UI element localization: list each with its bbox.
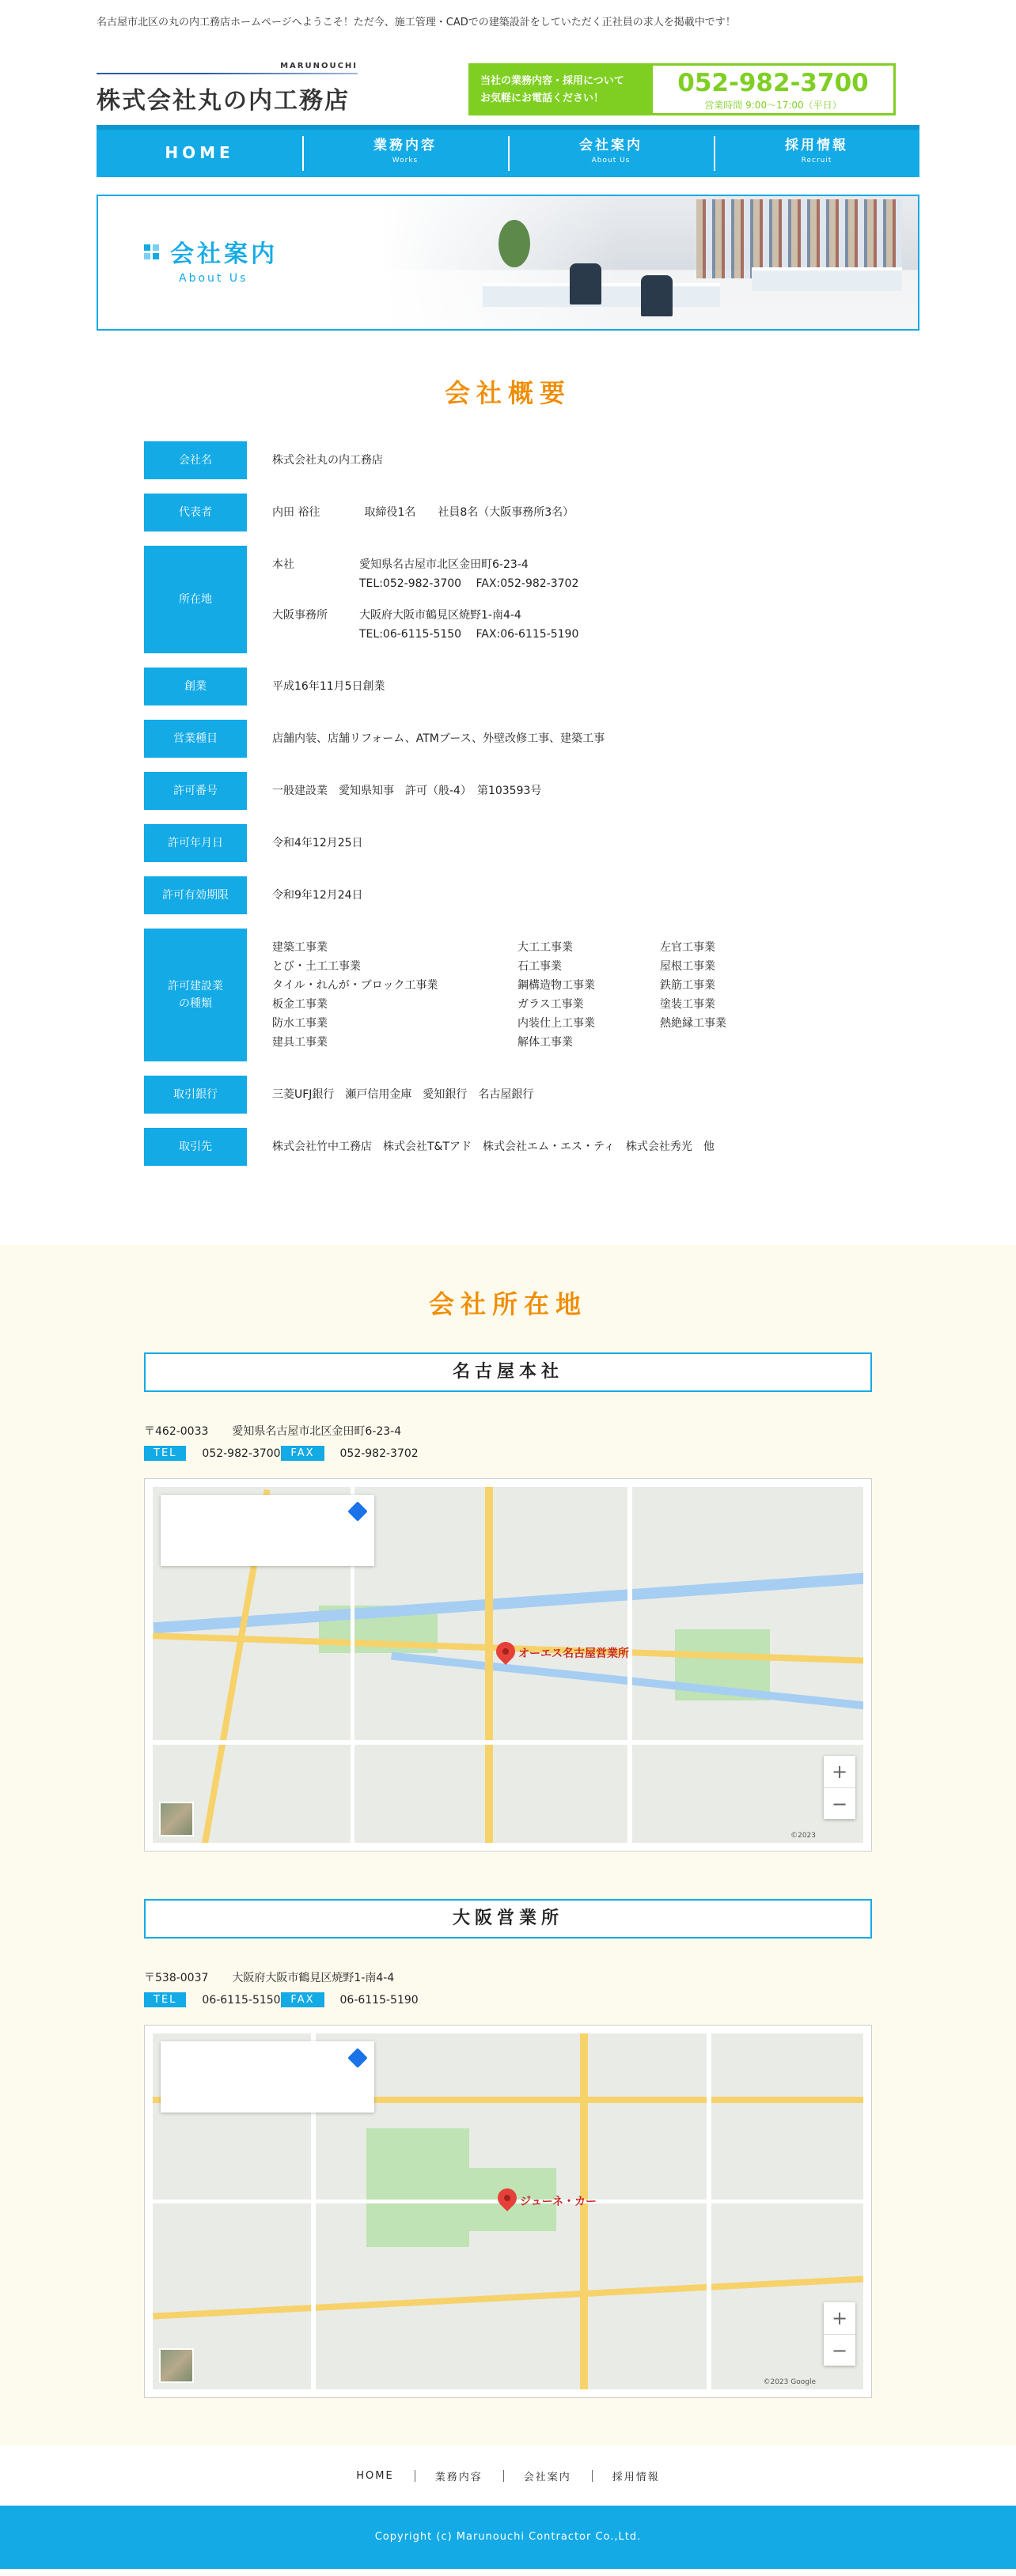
map-park xyxy=(366,2128,469,2247)
business-hours: 営業時間 9:00〜17:00（平日） xyxy=(704,100,842,111)
fax-badge: FAX xyxy=(281,1992,324,2007)
license-type: ガラス工事業 xyxy=(517,998,584,1011)
fax-number: 06-6115-5190 xyxy=(339,1993,419,2007)
location-contact xyxy=(144,1992,872,2007)
plant xyxy=(499,220,530,267)
map-road xyxy=(580,2033,588,2389)
table-row xyxy=(144,546,872,653)
footer-link-about[interactable]: 会社案内 xyxy=(503,2468,592,2483)
map-road xyxy=(153,1740,863,1745)
row-value xyxy=(247,929,872,1061)
zoom-out-button[interactable]: − xyxy=(824,2334,855,2366)
page-title-text: 会社案内 xyxy=(170,240,278,268)
map-river xyxy=(154,1573,863,1634)
header-tel[interactable]: 052-982-3700 xyxy=(677,69,869,97)
google-map[interactable] xyxy=(144,2025,872,2398)
hq-address: 愛知県名古屋市北区金田町6-23-4 xyxy=(359,558,529,571)
row-label: 許可番号 xyxy=(144,772,247,810)
nav-recruit-sub: Recruit xyxy=(801,157,832,165)
company-locations xyxy=(0,1245,1016,2445)
row-value: 店舗内装、店舗リフォーム、ATMブース、外壁改修工事、建築工事 xyxy=(272,732,605,745)
title-squares-icon xyxy=(144,244,159,259)
row-value: 一般建設業 愛知県知事 許可（般-4） 第103593号 xyxy=(272,785,542,797)
table-row xyxy=(144,668,872,705)
overview-title: 会社概要 xyxy=(444,378,571,408)
tel-badge: TEL xyxy=(144,1992,186,2007)
row-value: 三菱UFJ銀行 瀬戸信用金庫 愛知銀行 名古屋銀行 xyxy=(272,1088,534,1101)
osaka-label: 大阪事務所 xyxy=(272,609,328,622)
nav-about-sub: About Us xyxy=(591,157,631,165)
desk xyxy=(483,283,720,307)
map-pin-label: オーエス名古屋営業所 xyxy=(518,1647,629,1660)
license-type: 大工工事業 xyxy=(517,941,573,954)
license-type: 建築工事業 xyxy=(272,941,328,954)
company-logo[interactable] xyxy=(97,62,358,117)
license-type: 鉄筋工事業 xyxy=(660,979,715,992)
table-row xyxy=(144,441,872,479)
zoom-in-button[interactable]: + xyxy=(831,2307,848,2329)
satellite-toggle[interactable] xyxy=(159,2348,194,2383)
row-label: 代表者 xyxy=(144,494,247,531)
footer-link-home[interactable]: HOME xyxy=(356,2469,394,2482)
table-row xyxy=(144,720,872,758)
license-type: 内装仕上工事業 xyxy=(517,1017,595,1030)
logo-main: 株式会社丸の内工務店 xyxy=(97,87,350,115)
map-road xyxy=(485,1487,493,1843)
nav-works-sub: Works xyxy=(392,157,419,165)
row-label: 取引銀行 xyxy=(144,1076,247,1114)
row-value: 平成16年11月5日創業 xyxy=(272,680,385,693)
zip-code: 〒538-0037 xyxy=(144,1972,209,1984)
company-overview xyxy=(0,331,1016,1166)
office-chair xyxy=(641,275,673,316)
nav-works[interactable] xyxy=(302,130,508,177)
footer-link-recruit[interactable]: 採用情報 xyxy=(592,2468,680,2483)
location-address xyxy=(144,1422,872,1441)
zoom-in-button[interactable]: + xyxy=(831,1761,848,1783)
satellite-toggle[interactable] xyxy=(159,1802,194,1836)
logo-sub: MARUNOUCHI xyxy=(280,62,358,70)
license-type: 鋼構造物工事業 xyxy=(517,979,595,992)
license-type: 塗装工事業 xyxy=(660,998,715,1011)
license-type: 屋根工事業 xyxy=(660,960,715,973)
license-type: 熱絶縁工事業 xyxy=(660,1017,726,1030)
map-road xyxy=(153,2275,863,2319)
license-type: 建具工事業 xyxy=(272,1036,328,1049)
bookshelf xyxy=(696,199,902,278)
nav-works-label: 業務内容 xyxy=(373,138,437,153)
row-value xyxy=(247,546,872,653)
map-road xyxy=(627,1487,632,1843)
location-address xyxy=(144,1969,872,1988)
license-type: とび・土工工事業 xyxy=(272,960,361,973)
map-pin-label: ジューネ・カー xyxy=(520,2196,597,2208)
map-footer: ©2023 xyxy=(790,1832,816,1840)
osaka-address: 大阪府大阪市鶴見区焼野1-南4-4 xyxy=(359,609,521,622)
page-banner xyxy=(97,195,919,331)
tel-number[interactable]: 06-6115-5150 xyxy=(202,1993,281,2007)
row-label xyxy=(144,929,247,1061)
zoom-control xyxy=(824,1756,855,1819)
license-type: タイル・れんが・ブロック工事業 xyxy=(272,979,438,992)
table-row xyxy=(144,1076,872,1114)
map-info-card[interactable] xyxy=(161,1495,374,1566)
row-label-line: 許可建設業 xyxy=(168,980,223,993)
tel-number[interactable]: 052-982-3700 xyxy=(202,1447,281,1460)
tel-badge: TEL xyxy=(144,1446,186,1461)
address: 愛知県名古屋市北区金田町6-23-4 xyxy=(232,1425,402,1438)
google-map[interactable] xyxy=(144,1478,872,1852)
map-info-card[interactable] xyxy=(161,2041,374,2113)
top-message: 名古屋市北区の丸の内工務店ホームページへようこそ！ただ今、施工管理・CADでの建築設計をしていただく正社員の求人を掲載中です！ xyxy=(97,17,736,28)
row-label: 創業 xyxy=(144,668,247,705)
license-type xyxy=(660,1033,818,1052)
zoom-control xyxy=(824,2302,855,2366)
zoom-out-button[interactable]: − xyxy=(824,1787,855,1819)
page-title xyxy=(144,234,278,285)
license-type: 石工事業 xyxy=(517,960,562,973)
directions-icon[interactable] xyxy=(347,1501,367,1521)
address: 大阪府大阪市鶴見区焼野1-南4-4 xyxy=(232,1972,395,1984)
desk xyxy=(752,267,902,291)
footer-link-works[interactable]: 業務内容 xyxy=(415,2468,503,2483)
table-row xyxy=(144,1128,872,1166)
row-value: 令和4年12月25日 xyxy=(272,837,363,849)
map-pin-icon[interactable] xyxy=(492,1638,519,1665)
table-row xyxy=(144,876,872,914)
contact-text-2: お気軽にお電話ください！ xyxy=(480,93,605,104)
location-nagoya xyxy=(144,1352,872,1852)
row-label: 所在地 xyxy=(144,546,247,653)
row-label: 許可年月日 xyxy=(144,824,247,862)
global-nav xyxy=(97,125,919,177)
contact-message xyxy=(471,66,653,113)
map-canvas[interactable] xyxy=(153,1487,863,1843)
nav-recruit-label: 採用情報 xyxy=(785,138,848,153)
location-name: 名古屋本社 xyxy=(144,1352,872,1392)
overview-table xyxy=(144,441,872,1166)
locations-title: 会社所在地 xyxy=(428,1289,587,1319)
directions-icon[interactable] xyxy=(347,2048,367,2067)
osaka-tel: TEL:06-6115-5150 FAX:06-6115-5190 xyxy=(359,628,579,641)
row-value: 内田 裕往 取締役1名 社員8名（大阪事務所3名） xyxy=(272,506,574,519)
location-contact xyxy=(144,1446,872,1461)
row-label: 営業種目 xyxy=(144,720,247,758)
copyright: Copyright (c) Marunouchi Contractor Co.,Ltd. xyxy=(0,2506,1016,2569)
row-label: 取引先 xyxy=(144,1128,247,1166)
site-header xyxy=(97,46,919,122)
office-chair xyxy=(570,263,601,305)
row-value: 令和9年12月24日 xyxy=(272,889,363,902)
hq-tel: TEL:052-982-3700 FAX:052-982-3702 xyxy=(359,577,579,590)
license-type: 左官工事業 xyxy=(660,941,715,954)
row-value: 株式会社丸の内工務店 xyxy=(272,454,383,467)
logo-line xyxy=(97,73,358,74)
contact-box[interactable] xyxy=(468,63,896,115)
zip-code: 〒462-0033 xyxy=(144,1425,209,1438)
license-types-grid xyxy=(272,938,818,1052)
table-row xyxy=(144,824,872,862)
location-name: 大阪営業所 xyxy=(144,1899,872,1939)
fax-badge: FAX xyxy=(281,1446,324,1461)
license-type: 解体工事業 xyxy=(517,1036,573,1049)
contact-text-1: 当社の業務内容・採用について xyxy=(480,75,624,87)
nav-home-label: HOME xyxy=(165,143,234,162)
row-label-line: の種類 xyxy=(179,997,212,1010)
license-type: 防水工事業 xyxy=(272,1017,328,1030)
map-footer: ©2023 Google xyxy=(763,2378,816,2386)
table-row xyxy=(144,772,872,810)
page-subtitle: About Us xyxy=(179,272,248,285)
nav-recruit[interactable] xyxy=(714,130,919,177)
row-label: 許可有効期限 xyxy=(144,876,247,914)
location-osaka xyxy=(144,1899,872,2398)
office-photo xyxy=(380,196,918,329)
row-value: 株式会社竹中工務店 株式会社T&Tアド 株式会社エム・エス・ティ 株式会社秀光 他 xyxy=(272,1140,715,1153)
table-row xyxy=(144,494,872,531)
contact-phone xyxy=(653,66,893,113)
footer-nav xyxy=(0,2445,1016,2506)
map-road xyxy=(707,2033,711,2389)
nav-about-label: 会社案内 xyxy=(579,138,643,153)
row-label: 会社名 xyxy=(144,441,247,479)
fax-number: 052-982-3702 xyxy=(339,1447,419,1460)
nav-home[interactable] xyxy=(97,130,302,177)
nav-about[interactable] xyxy=(508,130,714,177)
license-type: 板金工事業 xyxy=(272,998,328,1011)
map-canvas[interactable] xyxy=(153,2033,863,2389)
hq-label: 本社 xyxy=(272,558,294,571)
table-row xyxy=(144,929,872,1061)
